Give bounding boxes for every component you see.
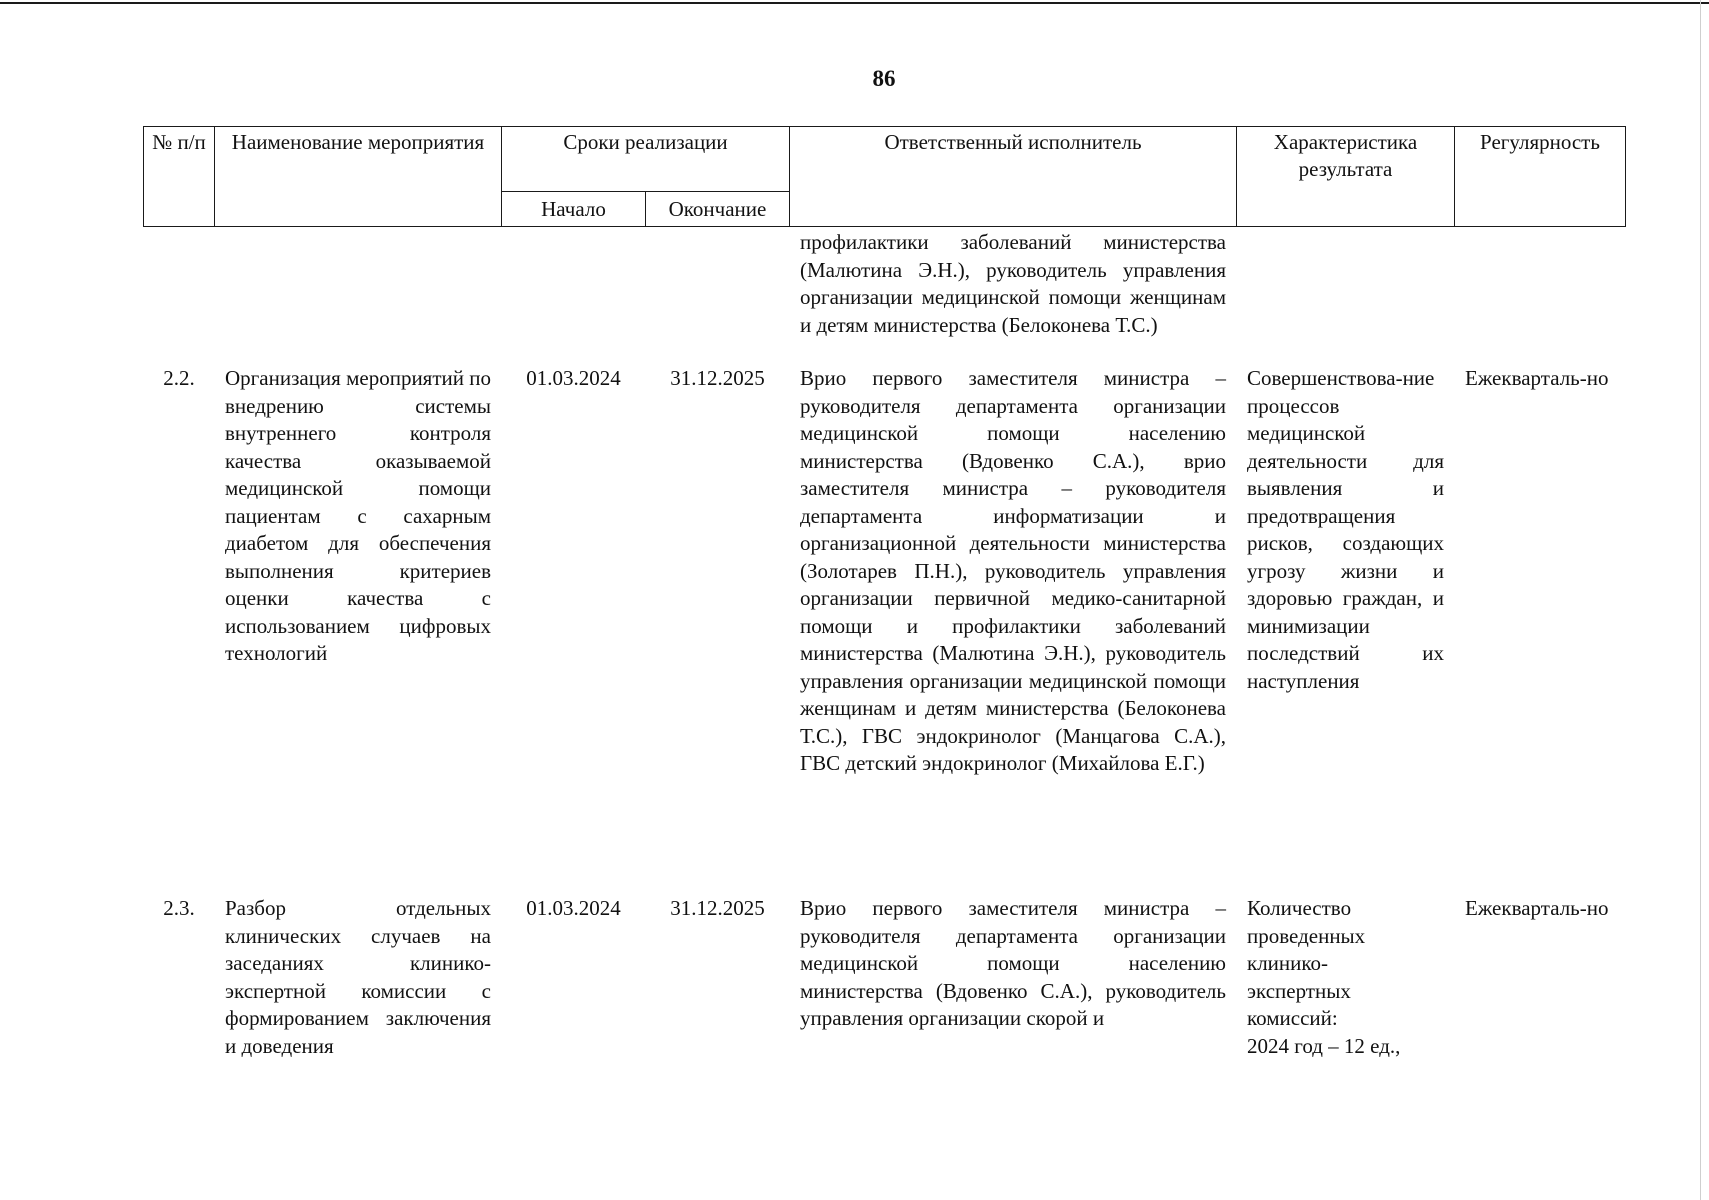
cell-regularity: Ежекварталь-но [1465,896,1609,920]
result-line: комиссий: [1247,1006,1338,1030]
cell-executor: профилактики заболеваний министерства (Малютина Э.Н.), руководитель управления организации медицинской помощи женщинам и детям министерства (Белоконева Т.С.) [800,230,1226,337]
cell-executor: Врио первого заместителя министра – руководителя департамента организации медицинской помощи населению министерства (Вдовенко С.А.), руководитель управления организации скорой и [800,896,1226,1030]
cell-num: 2.2. [163,366,195,390]
result-line: клинико- [1247,951,1329,975]
page-right-edge [1700,0,1701,1200]
cell-name: Организация мероприятий по внедрению системы внутреннего контроля качества оказываемой медицинской помощи пациентам с сахарным диабетом для обеспечения выполнения критериев оценки качества с использованием цифровых технологий [225,366,491,665]
header-regularity: Регулярность [1455,127,1626,227]
cell-num [144,227,215,366]
header-result: Характеристика результата [1237,127,1455,227]
result-line: экспертных [1247,978,1351,1003]
page-number: 86 [872,66,896,91]
page-top-edge [0,2,1709,4]
table-row-continuation [144,227,1626,366]
cell-end: 31.12.2025 [670,896,765,920]
cell-result [1237,227,1455,366]
header-terms: Сроки реализации [502,127,790,192]
cell-end: 31.12.2025 [670,366,765,390]
result-line: 2024 год – 12 ед., [1247,1033,1401,1058]
cell-start: 01.03.2024 [526,366,621,390]
header-start: Начало [502,192,646,227]
cell-end [646,227,790,366]
result-line: проведенных [1247,923,1366,948]
cell-executor: Врио первого заместителя министра – руководителя департамента организации медицинской помощи населению министерства (Вдовенко С.А.), врио заместителя министра – руководителя департамента информатизации и организационной деятельности министерства (Золотарев П.Н.), руководитель управления организации первичной медико-санитарной помощи и профилактики заболеваний министерства (Малютина Э.Н.), руководитель управления организации медицинской помощи женщинам и детям министерства (Белоконева Т.С.), ГВС эндокринолог (Манцагова С.А.), ГВС детский эндокринолог (Михайлова Е.Г.) [800,366,1226,775]
table-row [144,895,1626,1060]
header-name: Наименование мероприятия [215,127,502,227]
cell-result: Совершенствова-ние процессов медицинской деятельности для выявления и предотвращения рисков, создающих угрозу жизни и здоровью граждан, и минимизации последствий их наступления [1247,366,1444,693]
cell-name: Разбор отдельных клинических случаев на заседаниях клинико-экспертной комиссии с формированием заключения и доведения [225,896,491,1058]
cell-start [502,227,646,366]
cell-result [1237,895,1455,1060]
cell-num: 2.3. [163,896,195,920]
cell-regularity [1455,227,1626,366]
result-line: Количество [1247,896,1352,920]
measures-table [143,126,1626,1060]
header-num: № п/п [144,127,215,227]
cell-name [215,227,502,366]
table-row [144,365,1626,895]
table-header [144,127,1626,227]
cell-regularity: Ежекварталь-но [1465,366,1609,390]
cell-start: 01.03.2024 [526,896,621,920]
header-executor: Ответственный исполнитель [790,127,1237,227]
header-end: Окончание [646,192,790,227]
